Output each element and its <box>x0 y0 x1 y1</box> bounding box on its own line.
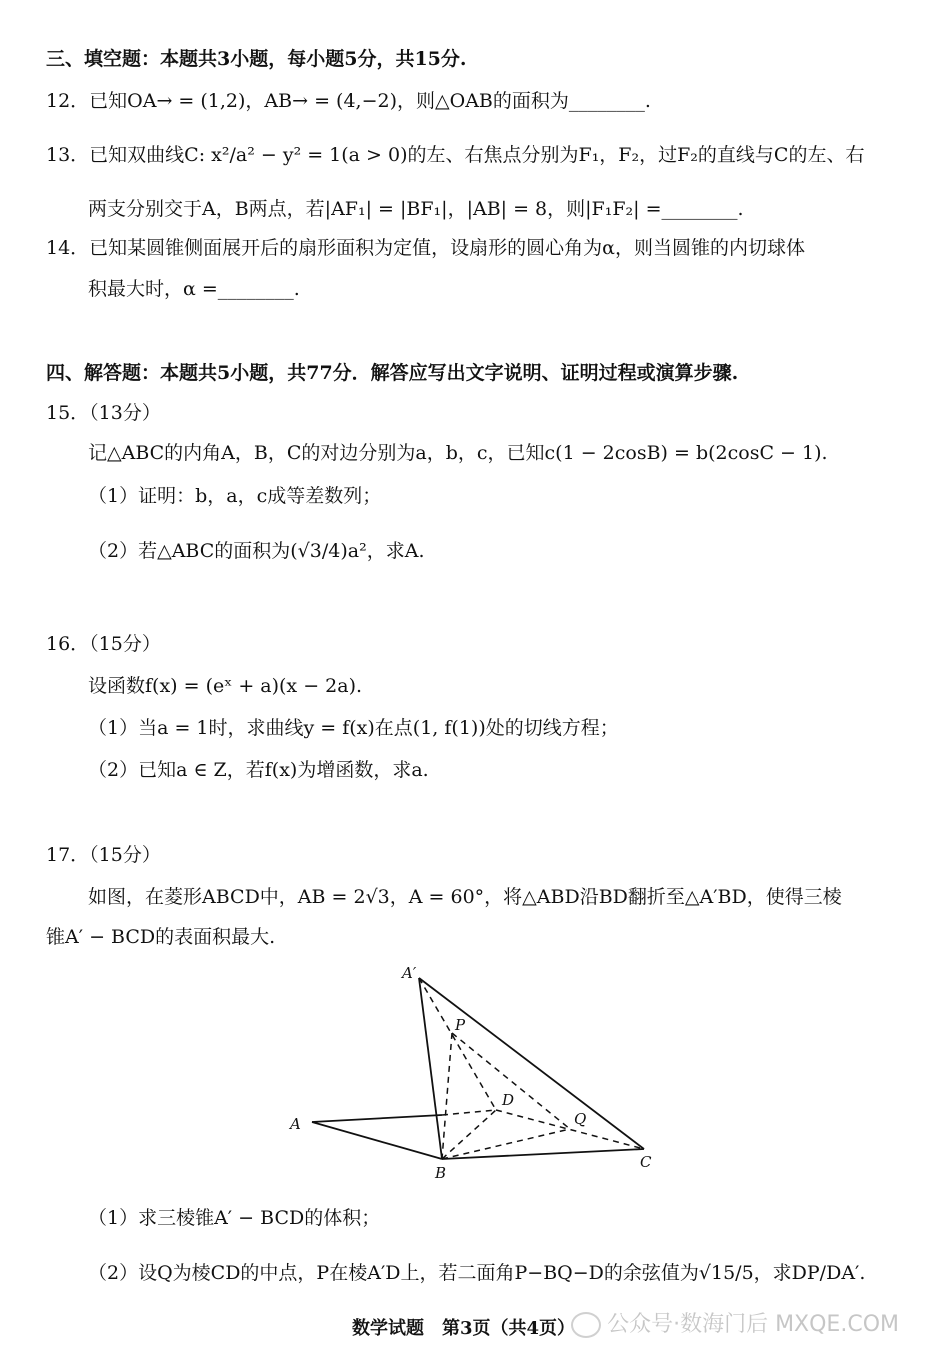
q17-part1: （1）求三棱锥A′ − BCD的体积； <box>88 1207 381 1229</box>
edge-d-c <box>496 1110 644 1149</box>
edge-p-b <box>442 1033 452 1159</box>
edge-aprime-b <box>419 978 442 1159</box>
q15-part2: （2）若△ABC的面积为(√3/4)a²，求A. <box>88 540 425 562</box>
label-d: D <box>502 1091 515 1109</box>
q17-statement-line2: 锥A′ − BCD的表面积最大. <box>46 926 276 948</box>
q15-statement: 记△ABC的内角A，B，C的对边分别为a，b，c，已知c(1 − 2cosB) = b(2cosC − 1). <box>88 442 828 464</box>
label-aprime: A′ <box>402 964 417 982</box>
edge-a-b <box>312 1122 442 1159</box>
section-3-heading: 三、填空题：本题共3小题，每小题5分，共15分. <box>46 48 467 70</box>
q16-statement: 设函数f(x) = (eˣ + a)(x − 2a). <box>88 675 363 697</box>
q16-part2: （2）已知a ∈ Z，若f(x)为增函数，求a. <box>88 759 429 781</box>
page-footer: 数学试题 第3页（共4页） <box>351 1318 576 1339</box>
label-b: B <box>435 1164 447 1182</box>
q15-heading: 15．（13分） <box>46 402 161 424</box>
q14-line2: 积最大时，α =________. <box>88 278 300 300</box>
edge-a-d-hidden <box>442 1110 496 1115</box>
q17-statement-line1: 如图，在菱形ABCD中，AB = 2√3，A = 60°，将△ABD沿BD翻折至△A′BD，使得三棱 <box>88 886 842 908</box>
q15-part1: （1）证明：b，a，c成等差数列； <box>88 485 382 507</box>
label-q: Q <box>574 1110 587 1128</box>
pyramid-figure <box>280 962 660 1184</box>
wechat-icon <box>571 1312 601 1338</box>
edge-aprime-c <box>419 978 644 1149</box>
edge-a-d-visible <box>312 1115 442 1122</box>
q17-heading: 17．（15分） <box>46 844 161 866</box>
label-p: P <box>455 1016 466 1034</box>
watermark-text: 公众号·数海门后 MXQE.COM <box>607 1312 899 1337</box>
q14-line1: 14．已知某圆锥侧面展开后的扇形面积为定值，设扇形的圆心角为α，则当圆锥的内切球体 <box>46 237 806 259</box>
q16-heading: 16．（15分） <box>46 633 161 655</box>
edge-aprime-d <box>419 978 496 1110</box>
label-c: C <box>640 1153 652 1171</box>
section-4-heading: 四、解答题：本题共5小题，共77分．解答应写出文字说明、证明过程或演算步骤. <box>46 362 739 384</box>
pyramid-diagram <box>280 962 660 1184</box>
q13-line1: 13．已知双曲线C: x²/a² − y² = 1(a > 0)的左、右焦点分别为F₁，F₂，过F₂的直线与C的左、右 <box>46 144 865 166</box>
q17-part2: （2）设Q为棱CD的中点，P在棱A′D上，若二面角P−BQ−D的余弦值为√15/5，求DP/DA′. <box>88 1262 866 1284</box>
q12: 12．已知OA→ = (1,2)，AB→ = (4,−2)，则△OAB的面积为________. <box>46 90 651 112</box>
q13-line2: 两支分别交于A，B两点，若|AF₁| = |BF₁|，|AB| = 8，则|F₁F₂| =________. <box>88 198 744 220</box>
edge-b-d <box>442 1110 496 1159</box>
edge-b-c <box>442 1149 644 1159</box>
label-a: A <box>290 1115 301 1133</box>
watermark <box>571 1307 899 1338</box>
q16-part1: （1）当a = 1时，求曲线y = f(x)在点(1, f(1))处的切线方程； <box>88 717 619 739</box>
